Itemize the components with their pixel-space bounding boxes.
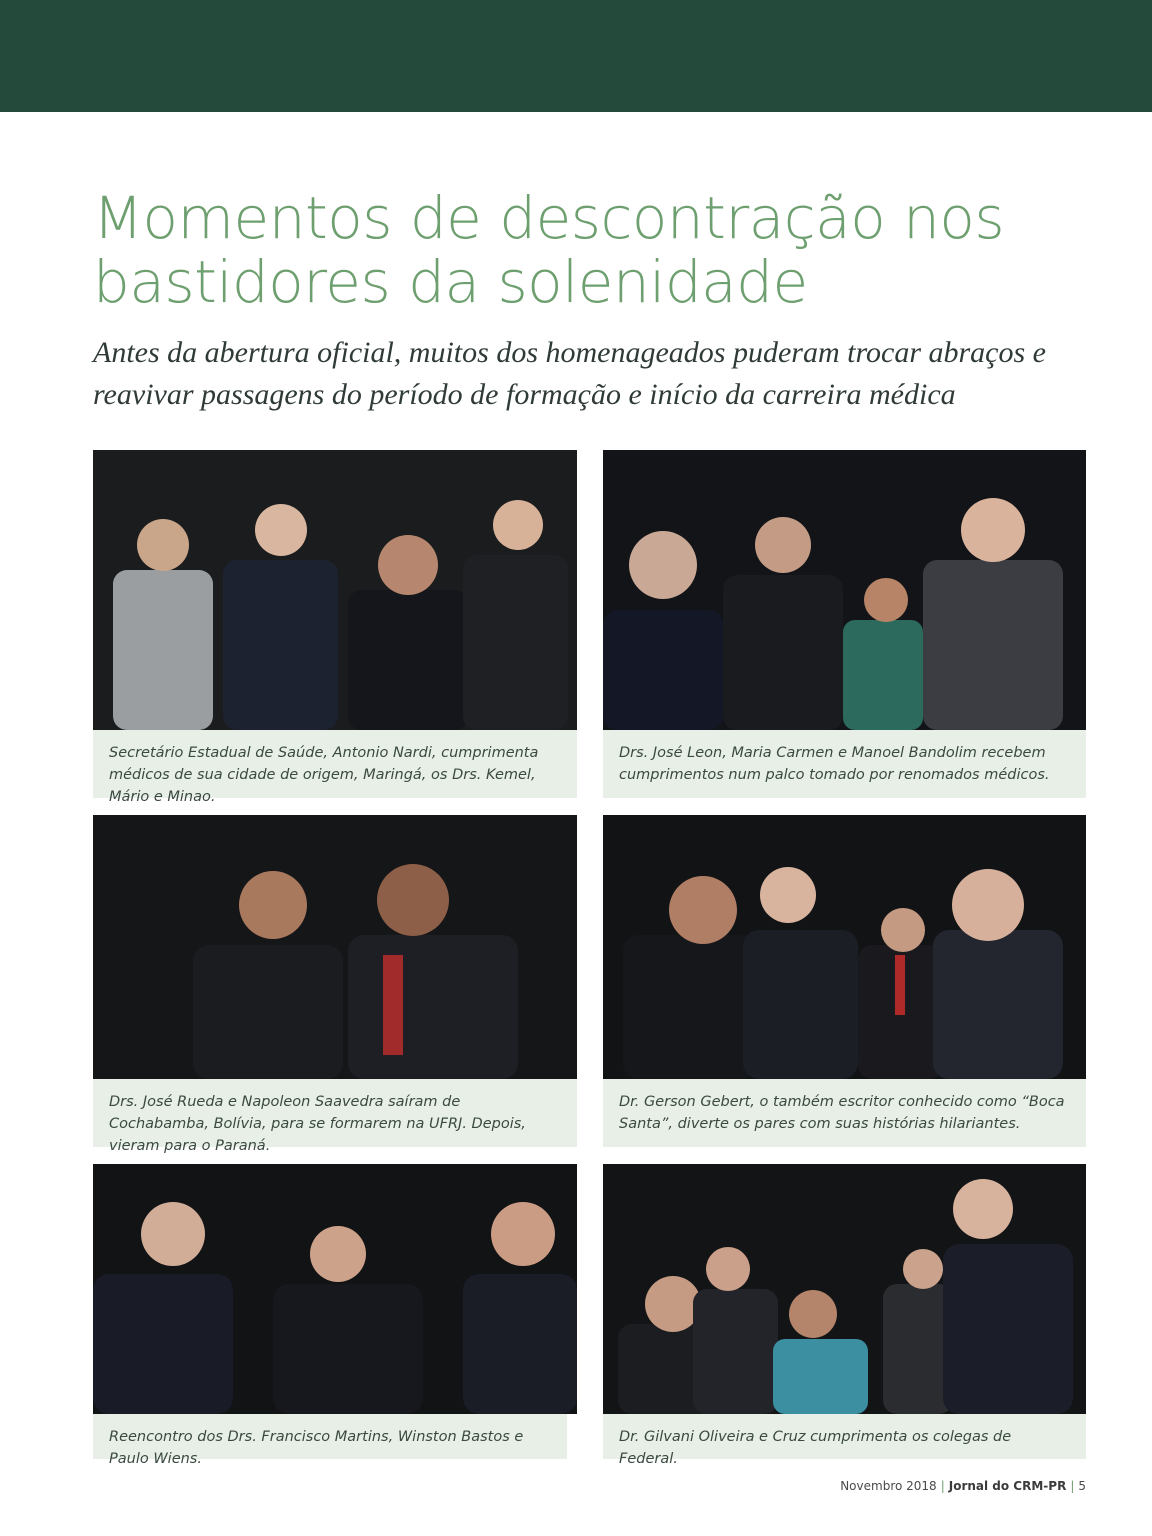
photo-card-1 [93, 450, 577, 805]
photo-card-2 [603, 450, 1086, 798]
footer-separator: | [1070, 1479, 1075, 1493]
footer-publication: Jornal do CRM-PR [948, 1479, 1067, 1493]
page-footer [840, 1479, 1086, 1493]
photo-caption: Drs. José Rueda e Napoleon Saavedra saíram de Cochabamba, Bolívia, para se formarem na UFRJ. Depois, vieram para o Paraná. [93, 1079, 577, 1147]
event-photo [603, 1164, 1086, 1414]
footer-date: Novembro 2018 [840, 1479, 937, 1493]
photo-caption: Drs. José Leon, Maria Carmen e Manoel Bandolim recebem cumprimentos num palco tomado por renomados médicos. [603, 730, 1086, 798]
photo-card-5 [93, 1164, 577, 1467]
header-band [0, 0, 1152, 112]
event-photo [93, 815, 577, 1079]
photo-caption: Dr. Gerson Gebert, o também escritor conhecido como “Boca Santa”, diverte os pares com suas histórias hilariantes. [603, 1079, 1086, 1147]
photo-card-4 [603, 815, 1086, 1147]
article-subtitle: Antes da abertura oficial, muitos dos homenageados puderam trocar abraços e reavivar passagens do período de formação e início da carreira médica [93, 336, 1046, 411]
page-number: 5 [1078, 1479, 1086, 1493]
event-photo [93, 1164, 577, 1414]
photo-caption: Dr. Gilvani Oliveira e Cruz cumprimenta os colegas de Federal. [603, 1414, 1086, 1459]
event-photo [603, 450, 1086, 730]
photo-card-3 [93, 815, 577, 1154]
article-title: Momentos de descontração nos bastidores da solenidade [93, 184, 1005, 316]
event-photo [603, 815, 1086, 1079]
photo-caption: Secretário Estadual de Saúde, Antonio Nardi, cumprimenta médicos de sua cidade de origem, Maringá, os Drs. Kemel, Mário e Minao. [93, 730, 577, 798]
photo-caption: Reencontro dos Drs. Francisco Martins, Winston Bastos e Paulo Wiens. [93, 1414, 567, 1459]
photo-card-6 [603, 1164, 1086, 1467]
footer-separator: | [940, 1479, 945, 1493]
event-photo [93, 450, 577, 730]
